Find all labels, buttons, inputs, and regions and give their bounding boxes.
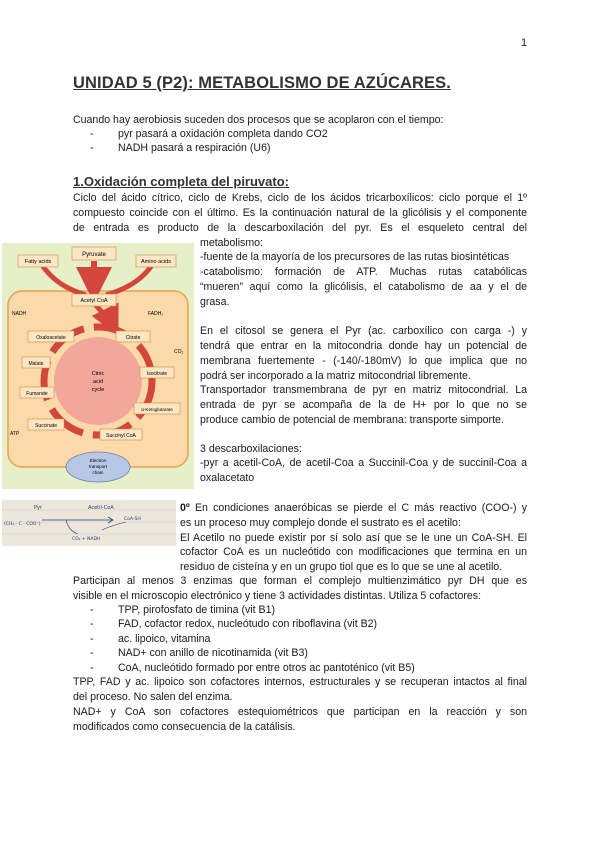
label-citrate: Citrate <box>125 335 141 341</box>
cytosol-line: membrana fuertemente - (-140/-180mV) lo que implica que no <box>200 355 527 367</box>
page-title: UNIDAD 5 (P2): METABOLISMO DE AZÚCARES. <box>73 74 451 92</box>
internal-line: del proceso. No salen del enzima. <box>73 691 233 703</box>
etc-label-line3: chain <box>92 470 104 475</box>
label-fumarate: Fumarate <box>26 391 48 397</box>
enzyme-line: visible en el microscopio electrónico y tiene 3 actividades distintas. Utiliza 5 cofactores: <box>73 590 482 602</box>
step-number: 0º <box>180 502 190 514</box>
stoich-line: NAD+ y CoA son cofactores estequiométricos que participan en la reacción y son <box>73 706 527 718</box>
cytosol-line: entrada de pyr se acompaña de la de H+ por lo que no se <box>200 399 527 411</box>
list-item: - CoA, nucleótido formado por entre otros ac pantoténico (vit B5) <box>90 661 415 675</box>
center-label-line2: acid <box>92 379 104 385</box>
stoich-line: modificados como consecuencia de la catálisis. <box>73 721 296 733</box>
cytosol-line: En el citosol se genera el Pyr (ac. carboxílico con carga -) y <box>200 325 527 337</box>
intro-list <box>90 127 328 156</box>
metabolism-line: “mueren” aquí como la glicólisis, el catabolismo de aa y el de <box>200 281 527 293</box>
note-pyr: Pyr <box>34 505 43 511</box>
decarb-heading: 3 descarboxilaciones: <box>200 443 302 455</box>
label-succinate: Succinate <box>35 423 57 429</box>
note-products: CO₂ + NADH <box>72 537 101 542</box>
center-label-line1: Citric <box>91 371 105 377</box>
label-acetyl-coa: Acetyl CoA <box>80 298 108 304</box>
acetyl-line <box>180 501 527 516</box>
list-item: - NAD+ con anillo de nicotinamida (vit B3) <box>90 646 415 660</box>
metabolism-line: grasa. <box>200 296 230 308</box>
decarb-line: oxalacetato <box>200 472 255 484</box>
label-oxaloacetate: Oxaloacetate <box>36 335 66 341</box>
paragraph-line: Ciclo del ácido cítrico, ciclo de Krebs, ciclo de los ácidos tricarboxílicos: ciclo porque el 1º <box>73 192 527 204</box>
note-acetyl: Acetil-CoA <box>88 505 114 511</box>
page-number: 1 <box>521 37 528 49</box>
acetyl-line: es un proceso muy complejo donde el sustrato es el acetilo: <box>180 517 461 529</box>
internal-line: TPP, FAD y ac. lipoico son cofactores internos, estructurales y se recuperan intactos al final <box>73 676 527 688</box>
label-co2: CO₂ <box>174 349 184 355</box>
etc-label-line2: transport <box>88 464 108 469</box>
handwritten-notes-image <box>2 500 176 546</box>
label-malate: Malate <box>28 361 44 367</box>
acetyl-line: residuo de cisteína y en un grupo tiol que es lo que se une al acetilo. <box>180 561 503 573</box>
cytosol-line: tendrá que entrar en la mitocondria donde hay un potencial de <box>200 340 527 352</box>
cytosol-line: Transportador transmembrana de pyr en matriz mitocondrial. La <box>200 384 527 396</box>
etc-label-line1: Electron <box>89 458 107 463</box>
label-nadh: NADH <box>12 311 27 317</box>
list-item: - TPP, pirofosfato de timina (vit B1) <box>90 603 415 617</box>
label-isocitrate: Isocitrate <box>146 371 168 377</box>
label-fadh2: FADH₂ <box>148 311 164 317</box>
paragraph-line: metabolismo: <box>200 237 263 249</box>
cytosol-line: podrá ser incorporado a la matriz mitocondrial libremente. <box>200 370 471 382</box>
paragraph-line: de entrada es producto de la descarboxilación del pyr. Es el esqueleto central del <box>73 222 527 234</box>
label-pyruvate: Pyruvate <box>82 252 106 258</box>
metabolism-line: -catabolismo: formación de ATP. Muchas rutas catabólicas <box>200 266 527 278</box>
acetyl-line: El Acetilo no puede existir por sí solo así que se le une un CoA-SH. El <box>180 532 527 544</box>
metabolism-line: -fuente de la mayoría de los precursores de las rutas biosintéticas <box>200 251 510 263</box>
cofactor-list <box>90 603 415 675</box>
cytosol-line: produce cambio de potencial de membrana: transporte simporte. <box>200 414 504 426</box>
center-label-line3: cycle <box>91 387 105 393</box>
list-item: - NADH pasará a respiración (U6) <box>90 141 328 155</box>
list-item: - pyr pasará a oxidación completa dando CO2 <box>90 127 328 141</box>
section-heading: 1.Oxidación completa del piruvato: <box>73 174 289 189</box>
acetyl-line-text: En condiciones anaeróbicas se pierde el C más reactivo (COO-) y <box>189 502 527 514</box>
note-formula: (CH₃ - C - COO⁻) <box>4 522 41 527</box>
label-atp: ATP <box>10 431 20 437</box>
enzyme-line: Participan al menos 3 enzimas que forman el complejo multienzimático pyr DH que es <box>73 575 527 587</box>
label-alpha-ketoglutarate: α-Ketoglutarate <box>141 407 173 412</box>
intro-text: Cuando hay aerobiosis suceden dos procesos que se acoplaron con el tiempo: <box>73 114 444 126</box>
list-item: - FAD, cofactor redox, nucleótudo con riboflavina (vit B2) <box>90 617 415 631</box>
label-fatty-acids: Fatty acids <box>24 259 52 265</box>
list-item: - ac. lipoico, vitamina <box>90 632 415 646</box>
acetyl-line: cofactor CoA es un nucleótido con modificaciones que termina en un <box>180 546 527 558</box>
label-amino-acids: Amino acids <box>141 259 171 265</box>
paragraph-line: compuesto coincide con el último. Es la continuación natural de la glicólisis y el componente <box>73 207 527 219</box>
krebs-cycle-diagram <box>2 243 194 489</box>
note-coash: CoA-SH <box>124 517 141 522</box>
label-succinyl-coa: Succinyl CoA <box>106 433 136 439</box>
decarb-line: -pyr a acetil-CoA, de acetil-Coa a Succinil-Coa y de succinil-Coa a <box>200 457 527 469</box>
